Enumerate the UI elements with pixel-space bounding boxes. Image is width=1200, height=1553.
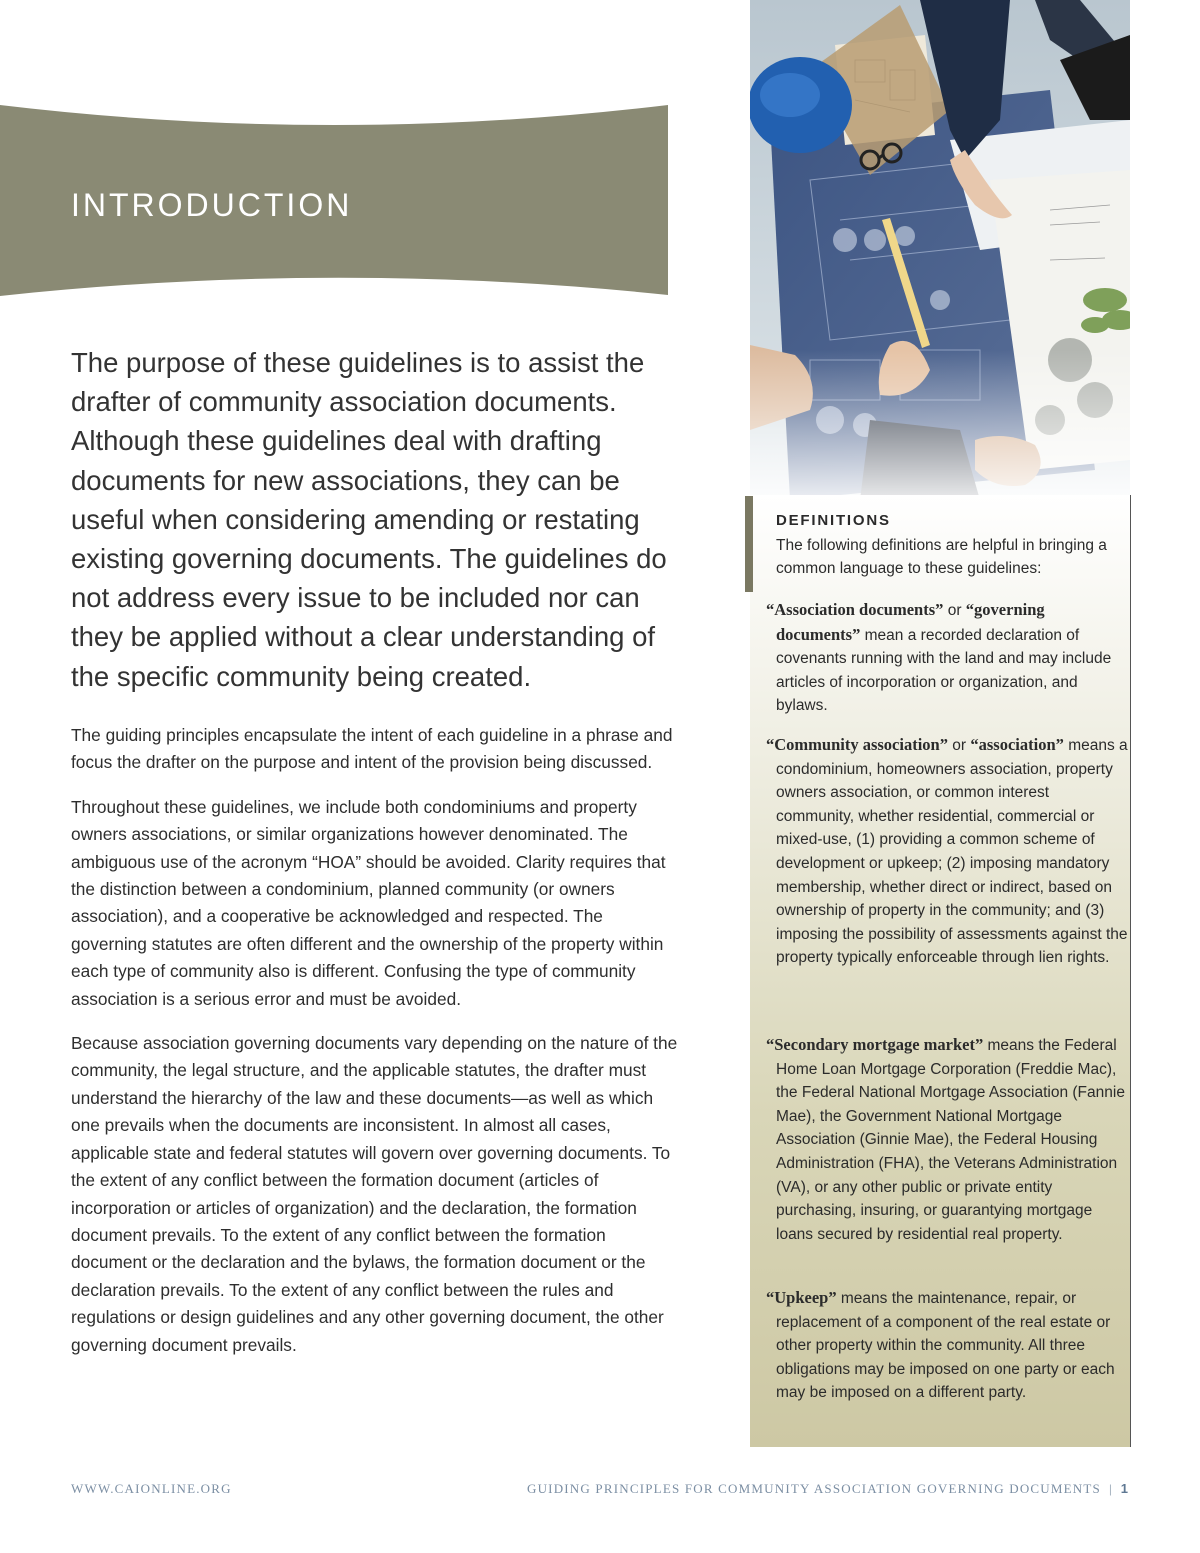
definition-text: means a condominium, homeowners association, property owners association, or common interest community, whether residential, commercial or mixed-use, (1) providing a common scheme of development or upkeep; (2) imposing mandatory membership, whether direct or indirect, based on ownership of property in the community; and (3) imposing the possibility of assessments against the property typically enforceable through lien rights. <box>776 737 1128 967</box>
definition-item: “Community association” or “association” means a condominium, homeowners association, property owners association, or common interest community, whether residential, commercial or mixed-use, (1) providing a common scheme of development or upkeep; (2) imposing mandatory membership, whether direct or indirect, based on ownership of property in the community; and (3) imposing the possibility of assessments against the property typically enforceable through lien rights. <box>766 735 1128 967</box>
footer-separator: | <box>1108 1481 1113 1496</box>
body-paragraph: Throughout these guidelines, we include both condominiums and property owners associations, or similar organizations however denominated. The ambiguous use of the acronym “HOA” should be avoided. Clarity requires that the distinction between a condominium, planned community (or owners association), and a cooperative be acknowledged and respected. The governing statutes are often different and the ownership of the property within each type of community also is different. Confusing the type of community association is a serious error and must be avoided. <box>71 796 666 1009</box>
body-paragraph: Because association governing documents vary depending on the nature of the community, the legal structure, and the applicable statutes, the drafter must understand the hierarchy of the law and these documents—as well as which one prevails when the documents are inconsistent. In almost all cases, applicable state and federal statutes will govern over governing documents. To the extent of any conflict between the formation document (articles of incorporation or articles of organization) and the declaration, the formation document prevails. To the extent of any conflict between the formation document or the declaration and the bylaws, the formation document or the declaration prevails. To the extent of any conflict between the rules and regulations or design guidelines and any other governing document, the other governing document prevails. <box>71 1033 678 1355</box>
footer-website: WWW.CAIONLINE.ORG <box>71 1481 232 1496</box>
definition-term: “Secondary mortgage market” <box>766 1035 984 1054</box>
section-title: INTRODUCTION <box>71 187 353 223</box>
definition-term: “Association documents” <box>766 600 944 619</box>
definition-term: “association” <box>970 735 1064 754</box>
architects-blueprint-photo <box>750 0 1130 500</box>
footer-publication <box>527 1481 1128 1497</box>
definitions-heading: DEFINITIONS <box>776 512 891 529</box>
definitions-intro: The following definitions are helpful in bringing a common language to these guidelines: <box>776 537 1107 578</box>
sidebar-accent-bar <box>745 496 753 592</box>
definition-term: “Community association” <box>766 735 948 754</box>
definition-text: means the Federal Home Loan Mortgage Corporation (Freddie Mac), the Federal National Mortgage Association (Fannie Mae), the Government National Mortgage Association (Ginnie Mae), the Federal Housing Administration (FHA), the Veterans Administration (VA), or any other public or private entity purchasing, insuring, or guarantying mortgage loans secured by residential real property. <box>776 1037 1125 1243</box>
page-number: 1 <box>1120 1481 1128 1496</box>
definition-item <box>766 1033 1131 1246</box>
definition-item <box>766 1286 1131 1405</box>
body-text <box>71 722 681 1376</box>
body-paragraph: The guiding principles encapsulate the intent of each guideline in a phrase and focus the drafter on the purpose and intent of the provision being discussed. <box>71 725 673 773</box>
footer-publication-title: GUIDING PRINCIPLES FOR COMMUNITY ASSOCIATION GOVERNING DOCUMENTS <box>526 1481 1101 1496</box>
definition-text: mean a recorded declaration of covenants running with the land and may include articles of incorporation or organization, and bylaws. <box>776 626 1112 715</box>
definition-text: means the maintenance, repair, or replacement of a component of the real estate or other property within the community. All three obligations may be imposed on one party or each may be imposed on a different party. <box>776 1290 1115 1402</box>
definition-term: “governing documents” <box>776 600 1045 644</box>
definition-item: “Association documents” or “governing documents” mean a recorded declaration of covenants running with the land and may include articles of incorporation or organization, and bylaws. <box>766 600 1112 715</box>
definition-term: “Upkeep” <box>766 1288 837 1307</box>
lead-paragraph: The purpose of these guidelines is to assist the drafter of community association documents. Although these guidelines deal with drafting documents for new associations, they can be useful when considering amending or restating existing governing documents. The guidelines do not address every issue to be included nor can they be applied without a clear understanding of the specific community being created. <box>71 347 667 692</box>
